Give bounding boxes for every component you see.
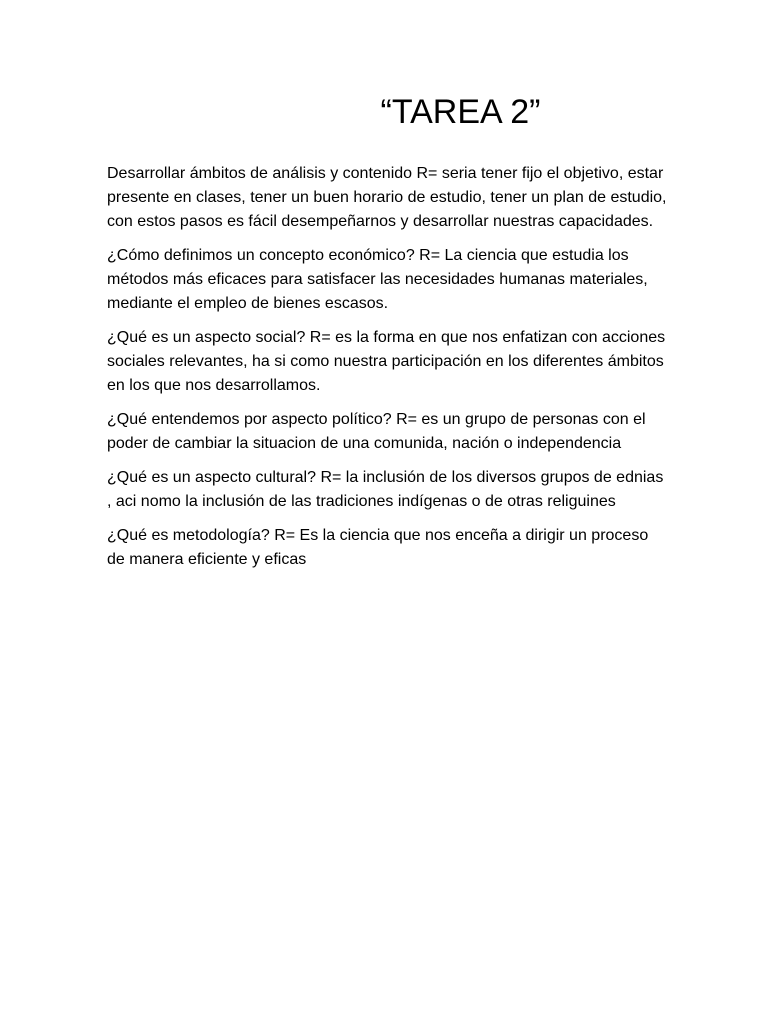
paragraph-aspecto-politico: ¿Qué entendemos por aspecto político? R= es un grupo de personas con el poder de cambiar la situacion de una comunida, nación o independencia — [107, 411, 646, 452]
document-body — [107, 162, 667, 582]
paragraph-ambitos: Desarrollar ámbitos de análisis y contenido R= seria tener fijo el objetivo, estar presente en clases, tener un buen horario de estudio, tener un plan de estudio, con estos pasos es fácil desempeñarnos y desarrollar nuestras capacidades. — [107, 165, 667, 230]
paragraph-aspecto-cultural: ¿Qué es un aspecto cultural? R= la inclusión de los diversos grupos de ednias , aci nomo la inclusión de las tradiciones indígenas o de otras religuines — [107, 469, 664, 510]
document-title: “TAREA 2” — [380, 93, 541, 131]
paragraph-concepto-economico: ¿Cómo definimos un concepto económico? R= La ciencia que estudia los métodos más eficaces para satisfacer las necesidades humanas materiales, mediante el empleo de bienes escasos. — [107, 247, 648, 312]
paragraph-metodologia: ¿Qué es metodología? R= Es la ciencia que nos enceña a dirigir un proceso de manera eficiente y eficas — [107, 527, 649, 568]
paragraph-aspecto-social: ¿Qué es un aspecto social? R= es la forma en que nos enfatizan con acciones sociales relevantes, ha si como nuestra participación en los diferentes ámbitos en los que nos desarrollamos. — [107, 329, 666, 394]
